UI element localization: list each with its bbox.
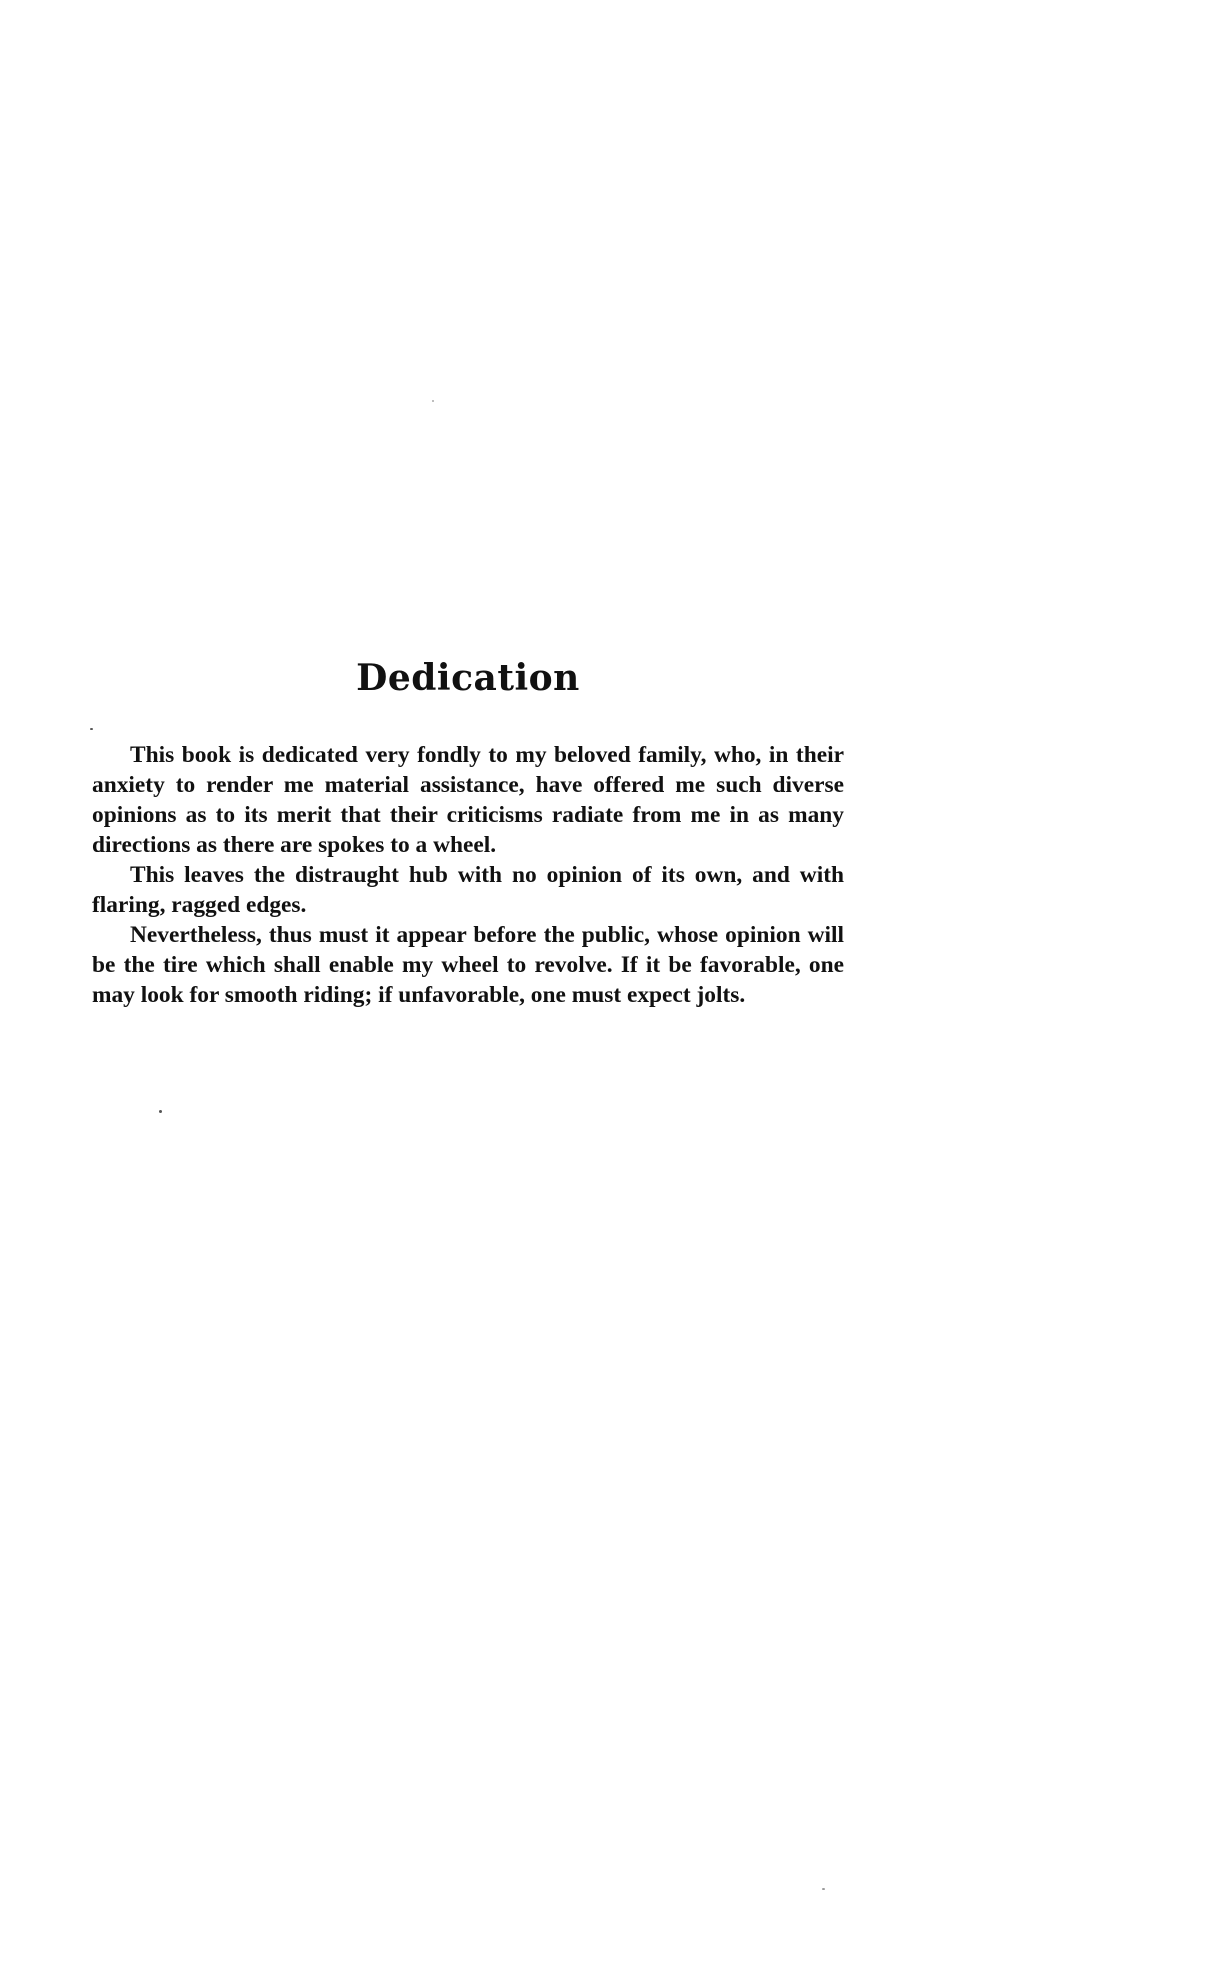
scan-speck [432,400,434,402]
dedication-paragraph-3: Nevertheless, thus must it appear before the public, whose opinion will be the tire which shall enable my wheel to revolve. If it be favorable, one may look for smooth riding; if unfavorable, one must expect jolts. [92,922,844,1008]
scan-speck [159,1110,162,1113]
scan-speck [822,1888,825,1890]
dedication-title: Dedication [356,657,580,699]
dedication-paragraph-1: This book is dedicated very fondly to my beloved family, who, in their anxiety to render me material assistance, have offered me such diverse opinions as to its merit that their criticisms radiate from me in as many directions as there are spokes to a wheel. [92,742,844,858]
dedication-paragraph-2: This leaves the distraught hub with no opinion of its own, and with flaring, ragged edges. [92,862,844,918]
dedication-section [92,657,844,1010]
